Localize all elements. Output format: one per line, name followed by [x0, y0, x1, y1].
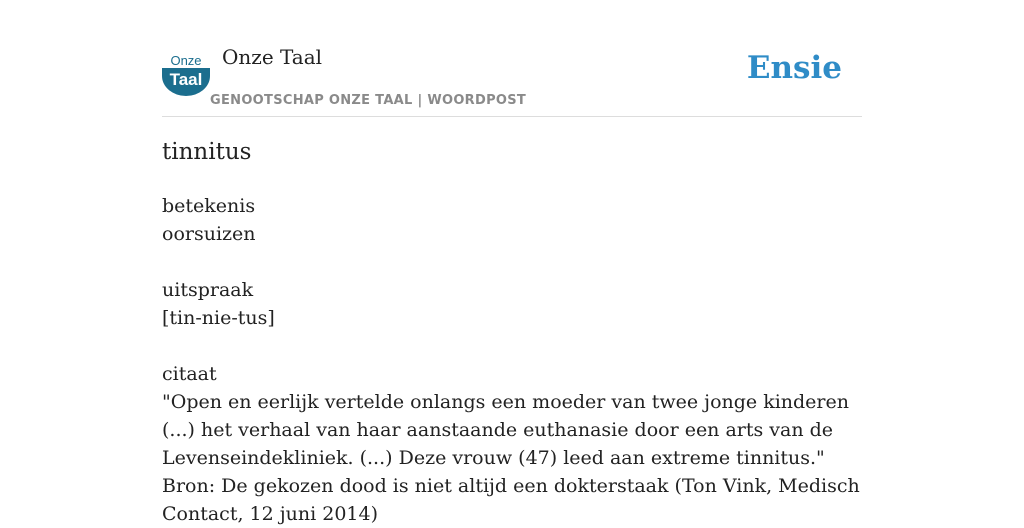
logo-text-onze: Onze: [170, 53, 202, 68]
site-name[interactable]: Onze Taal: [222, 45, 323, 69]
meaning-label: betekenis: [162, 195, 256, 217]
meaning-text: oorsuizen: [162, 223, 256, 245]
ensie-brand-logo[interactable]: Ensie: [746, 50, 842, 86]
entry-title: tinnitus: [162, 139, 252, 165]
logo-text-taal: Taal: [169, 70, 203, 89]
site-subtitle[interactable]: GENOOTSCHAP ONZE TAAL | WOORDPOST: [210, 93, 527, 108]
quote-text: "Open en eerlijk vertelde onlangs een moeder van twee jonge kinderen (...) het verhaal van haar aanstaande euthanasie door een arts van de Levenseindekliniek. (...) Deze vrouw (47) leed aan extreme tinnitus.": [162, 391, 849, 469]
quote-source: Bron: De gekozen dood is niet altijd een dokterstaak (Ton Vink, Medisch Contact, 12 juni 2014): [162, 475, 860, 525]
header: [162, 0, 862, 117]
onze-taal-logo[interactable]: [162, 52, 210, 96]
page-container: [162, 0, 862, 525]
quote-label: citaat: [162, 363, 217, 385]
pronunciation-label: uitspraak: [162, 279, 254, 301]
entry-content: [162, 192, 867, 528]
pronunciation-text: [tin-nie-tus]: [162, 307, 275, 329]
